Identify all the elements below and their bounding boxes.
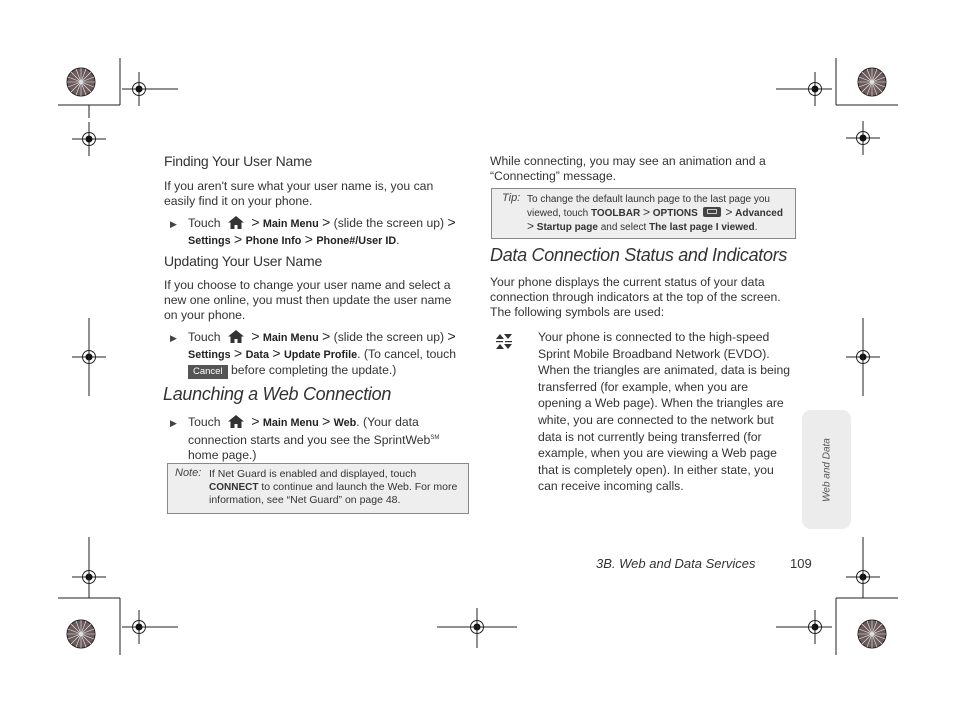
body-line: Your phone displays the current status of your data <box>490 275 765 289</box>
chevron-right-icon: > <box>447 214 456 230</box>
connecting-text <box>490 154 766 184</box>
connect-label: CONNECT <box>209 482 259 493</box>
indicator-description <box>538 329 790 495</box>
bullet-icon: ▶ <box>170 333 177 343</box>
main-menu-label: Main Menu <box>262 218 319 230</box>
note-line: to continue and launch the Web. For more <box>258 481 458 493</box>
touch-text: Touch <box>188 330 221 344</box>
indicator-line: transferred (for example, when you are <box>538 379 748 394</box>
home-icon <box>228 216 244 229</box>
evdo-arrows-icon <box>494 332 514 352</box>
data-connection-body <box>490 275 781 320</box>
finding-body-line: If you aren't sure what your user name is, you can <box>164 179 434 193</box>
indicator-line: Your phone is connected to the high-speed <box>538 330 770 344</box>
main-menu-label: Main Menu <box>262 332 319 344</box>
indicator-line: opening a Web page). When the triangles are <box>538 396 784 411</box>
period-text: . <box>396 233 400 247</box>
chevron-right-icon: > <box>251 214 260 230</box>
chevron-right-icon: > <box>233 231 243 247</box>
indicator-line: When the triangles are animated, data is being <box>538 363 791 378</box>
chevron-right-icon: > <box>322 413 331 429</box>
indicator-line: white, you are connected to the network but <box>538 412 774 427</box>
connecting-line: While connecting, you may see an animation and a <box>490 154 766 168</box>
chevron-right-icon: > <box>251 413 260 429</box>
cancel-button[interactable]: Cancel <box>188 365 228 379</box>
chevron-right-icon: > <box>322 328 331 344</box>
startup-page-label: Startup page <box>536 222 598 233</box>
body-line: The following symbols are used: <box>490 305 665 319</box>
settings-label: Settings <box>188 235 231 247</box>
chevron-right-icon: > <box>322 214 331 230</box>
updating-heading: Updating Your User Name <box>164 253 323 269</box>
indicator-line: that is completely open). In either state, you <box>538 462 774 477</box>
period-text: . <box>754 222 758 233</box>
chevron-right-icon: > <box>642 205 650 219</box>
footer-section-title: 3B. Web and Data Services <box>596 556 756 571</box>
settings-label: Settings <box>188 349 231 361</box>
bullet-icon: ▶ <box>170 418 177 428</box>
note-text <box>209 468 465 507</box>
home-icon <box>228 330 244 343</box>
data-label: Data <box>245 349 269 361</box>
finding-step <box>188 215 478 249</box>
slide-text: (slide the screen up) <box>333 330 445 344</box>
tip-label: Tip: <box>502 192 521 204</box>
touch-text: Touch <box>188 216 221 230</box>
updating-step <box>188 329 478 379</box>
tip-line: viewed, touch <box>527 208 591 219</box>
finding-heading: Finding Your User Name <box>164 153 313 169</box>
page-number: 109 <box>790 556 812 571</box>
indicator-line: can receive incoming calls. <box>538 479 684 494</box>
chevron-right-icon: > <box>527 219 535 233</box>
home-page-text: home page.) <box>188 448 257 463</box>
updating-body-line: If you choose to change your user name and select a <box>164 278 451 292</box>
before-text: before completing the update.) <box>230 363 397 377</box>
updating-body <box>164 278 451 323</box>
connection-text: connection starts and you see the SprintWeb <box>188 433 431 448</box>
update-profile-label: Update Profile <box>283 349 358 361</box>
touch-text: Touch <box>188 415 221 429</box>
finding-body <box>164 179 433 209</box>
section-side-tab <box>802 410 851 529</box>
tip-box <box>491 188 796 239</box>
options-key-icon <box>703 207 721 217</box>
main-menu-label: Main Menu <box>262 417 319 429</box>
slide-text: (slide the screen up) <box>333 216 445 230</box>
body-line: connection through indicators at the top of the screen. <box>490 290 781 304</box>
note-label: Note: <box>175 467 202 479</box>
chevron-right-icon: > <box>447 328 456 344</box>
phone-info-label: Phone Info <box>245 235 302 247</box>
bullet-icon: ▶ <box>170 219 177 229</box>
launching-heading: Launching a Web Connection <box>163 384 392 404</box>
indicator-line: data is not currently being transferred (for <box>538 429 762 444</box>
connecting-line: “Connecting” message. <box>490 169 616 183</box>
service-mark: SM <box>430 435 440 441</box>
home-icon <box>228 415 244 428</box>
note-line: If Net Guard is enabled and displayed, touch <box>209 468 417 480</box>
launching-step <box>188 414 478 463</box>
chevron-right-icon: > <box>272 345 281 361</box>
note-line: information, see “Net Guard” on page 48. <box>209 494 401 506</box>
note-box <box>167 463 469 514</box>
data-connection-heading: Data Connection Status and Indicators <box>490 245 788 265</box>
options-label: OPTIONS <box>652 208 698 219</box>
advanced-label: Advanced <box>735 208 783 219</box>
indicator-line: example, when you are viewing a Web page <box>538 446 777 461</box>
chevron-right-icon: > <box>304 231 313 247</box>
indicator-line: Sprint Mobile Broadband Network (EVDO). <box>538 346 770 361</box>
chevron-right-icon: > <box>251 328 260 344</box>
phone-user-id-label: Phone#/User ID <box>316 235 397 247</box>
side-tab-label: Web and Data <box>821 437 832 502</box>
web-label: Web <box>333 417 357 429</box>
tip-line: To change the default launch page to the last page you <box>527 194 770 205</box>
your-data-text: . (Your data <box>356 415 419 429</box>
updating-body-line: new one online, you must then update the user name <box>164 293 452 307</box>
toolbar-label: TOOLBAR <box>590 208 641 219</box>
last-page-label: The last page I viewed <box>649 222 755 233</box>
chevron-right-icon: > <box>233 345 243 361</box>
to-cancel-text: . (To cancel, touch <box>357 347 457 361</box>
finding-body-line: easily find it on your phone. <box>164 194 313 208</box>
tip-text <box>527 193 793 234</box>
updating-body-line: on your phone. <box>164 308 246 322</box>
and-select-text: and select <box>597 222 650 233</box>
chevron-right-icon: > <box>725 205 733 219</box>
